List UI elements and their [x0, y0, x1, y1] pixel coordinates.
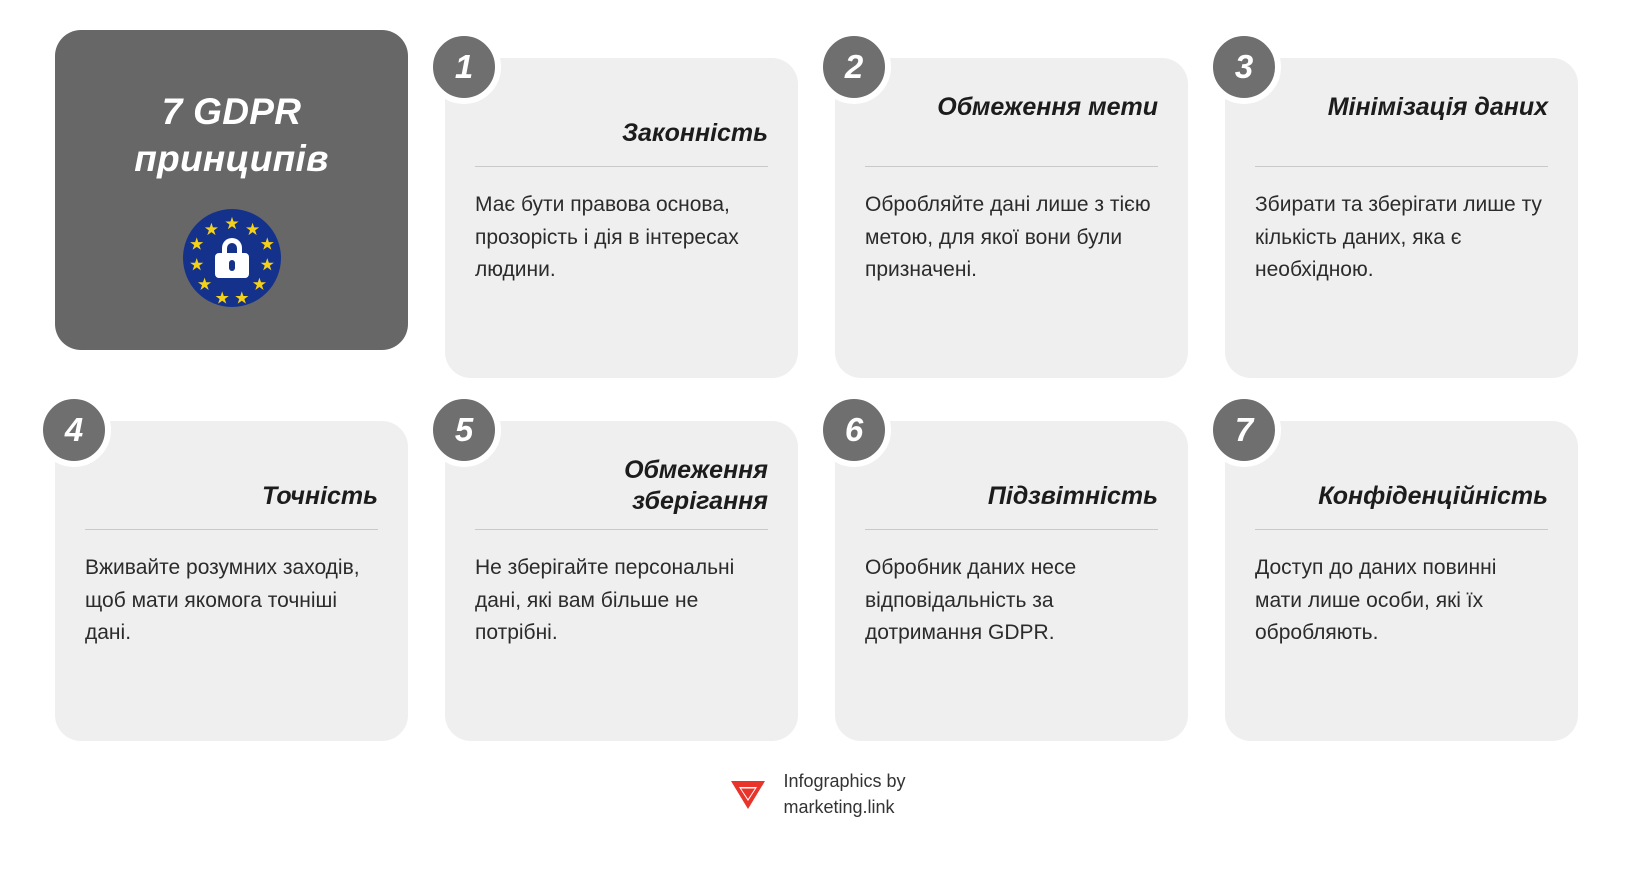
principle-title: Конфіденційність — [1318, 482, 1548, 510]
title-line-1: 7 GDPR — [161, 91, 302, 132]
lock-icon — [215, 238, 249, 278]
divider — [85, 529, 378, 530]
principle-description: Вживайте розумних заходів, щоб мати якомога точніші дані. — [85, 556, 360, 645]
divider — [475, 529, 768, 530]
principle-description: Обробник даних несе відповідальність за дотримання GDPR. — [865, 556, 1077, 645]
principle-card-7 — [1225, 393, 1578, 738]
divider — [865, 529, 1158, 530]
principle-title: Мінімізація даних — [1327, 93, 1548, 121]
principle-number-badge: 1 — [427, 30, 501, 104]
eu-lock-shield-icon — [183, 209, 281, 307]
principle-number-badge: 5 — [427, 393, 501, 467]
principle-description: Збирати та зберігати лише ту кількість даних, яка є необхідною. — [1255, 193, 1542, 282]
principle-card-4 — [55, 393, 408, 738]
divider — [865, 166, 1158, 167]
principle-title: Точність — [262, 482, 378, 510]
divider — [475, 166, 768, 167]
divider — [1255, 529, 1548, 530]
footer-line-1: Infographics by — [783, 770, 906, 791]
principle-title: Обмеження мети — [937, 93, 1158, 121]
principle-title: Обмеження зберігання — [624, 456, 768, 515]
footer-credit — [0, 768, 1633, 820]
principle-description: Обробляйте дані лише з тією метою, для якої вони були призначені. — [865, 193, 1151, 282]
principle-number-badge: 7 — [1207, 393, 1281, 467]
principle-number-badge: 6 — [817, 393, 891, 467]
principle-card-5 — [445, 393, 798, 738]
footer-line-2: marketing.link — [783, 796, 895, 817]
page-title — [134, 88, 329, 183]
marketing-link-logo-icon — [727, 775, 769, 813]
principle-card-6 — [835, 393, 1188, 738]
principle-card-3 — [1225, 30, 1578, 375]
principle-title: Законність — [621, 119, 768, 147]
cards-grid — [55, 30, 1578, 738]
title-card — [55, 30, 408, 350]
title-line-2: принципів — [134, 138, 329, 180]
principle-number-badge: 2 — [817, 30, 891, 104]
divider — [1255, 166, 1548, 167]
footer-text — [783, 768, 905, 820]
principle-card-2 — [835, 30, 1188, 375]
principle-number-badge: 3 — [1207, 30, 1281, 104]
principle-description: Не зберігайте персональні дані, які вам більше не потрібні. — [475, 556, 735, 645]
principle-description: Має бути правова основа, прозорість і дія в інтересах людини. — [475, 193, 739, 282]
principle-description: Доступ до даних повинні мати лише особи, які їх обробляють. — [1255, 556, 1497, 645]
principle-title: Підзвітність — [987, 482, 1158, 510]
principle-number-badge: 4 — [37, 393, 111, 467]
principle-card-1 — [445, 30, 798, 375]
